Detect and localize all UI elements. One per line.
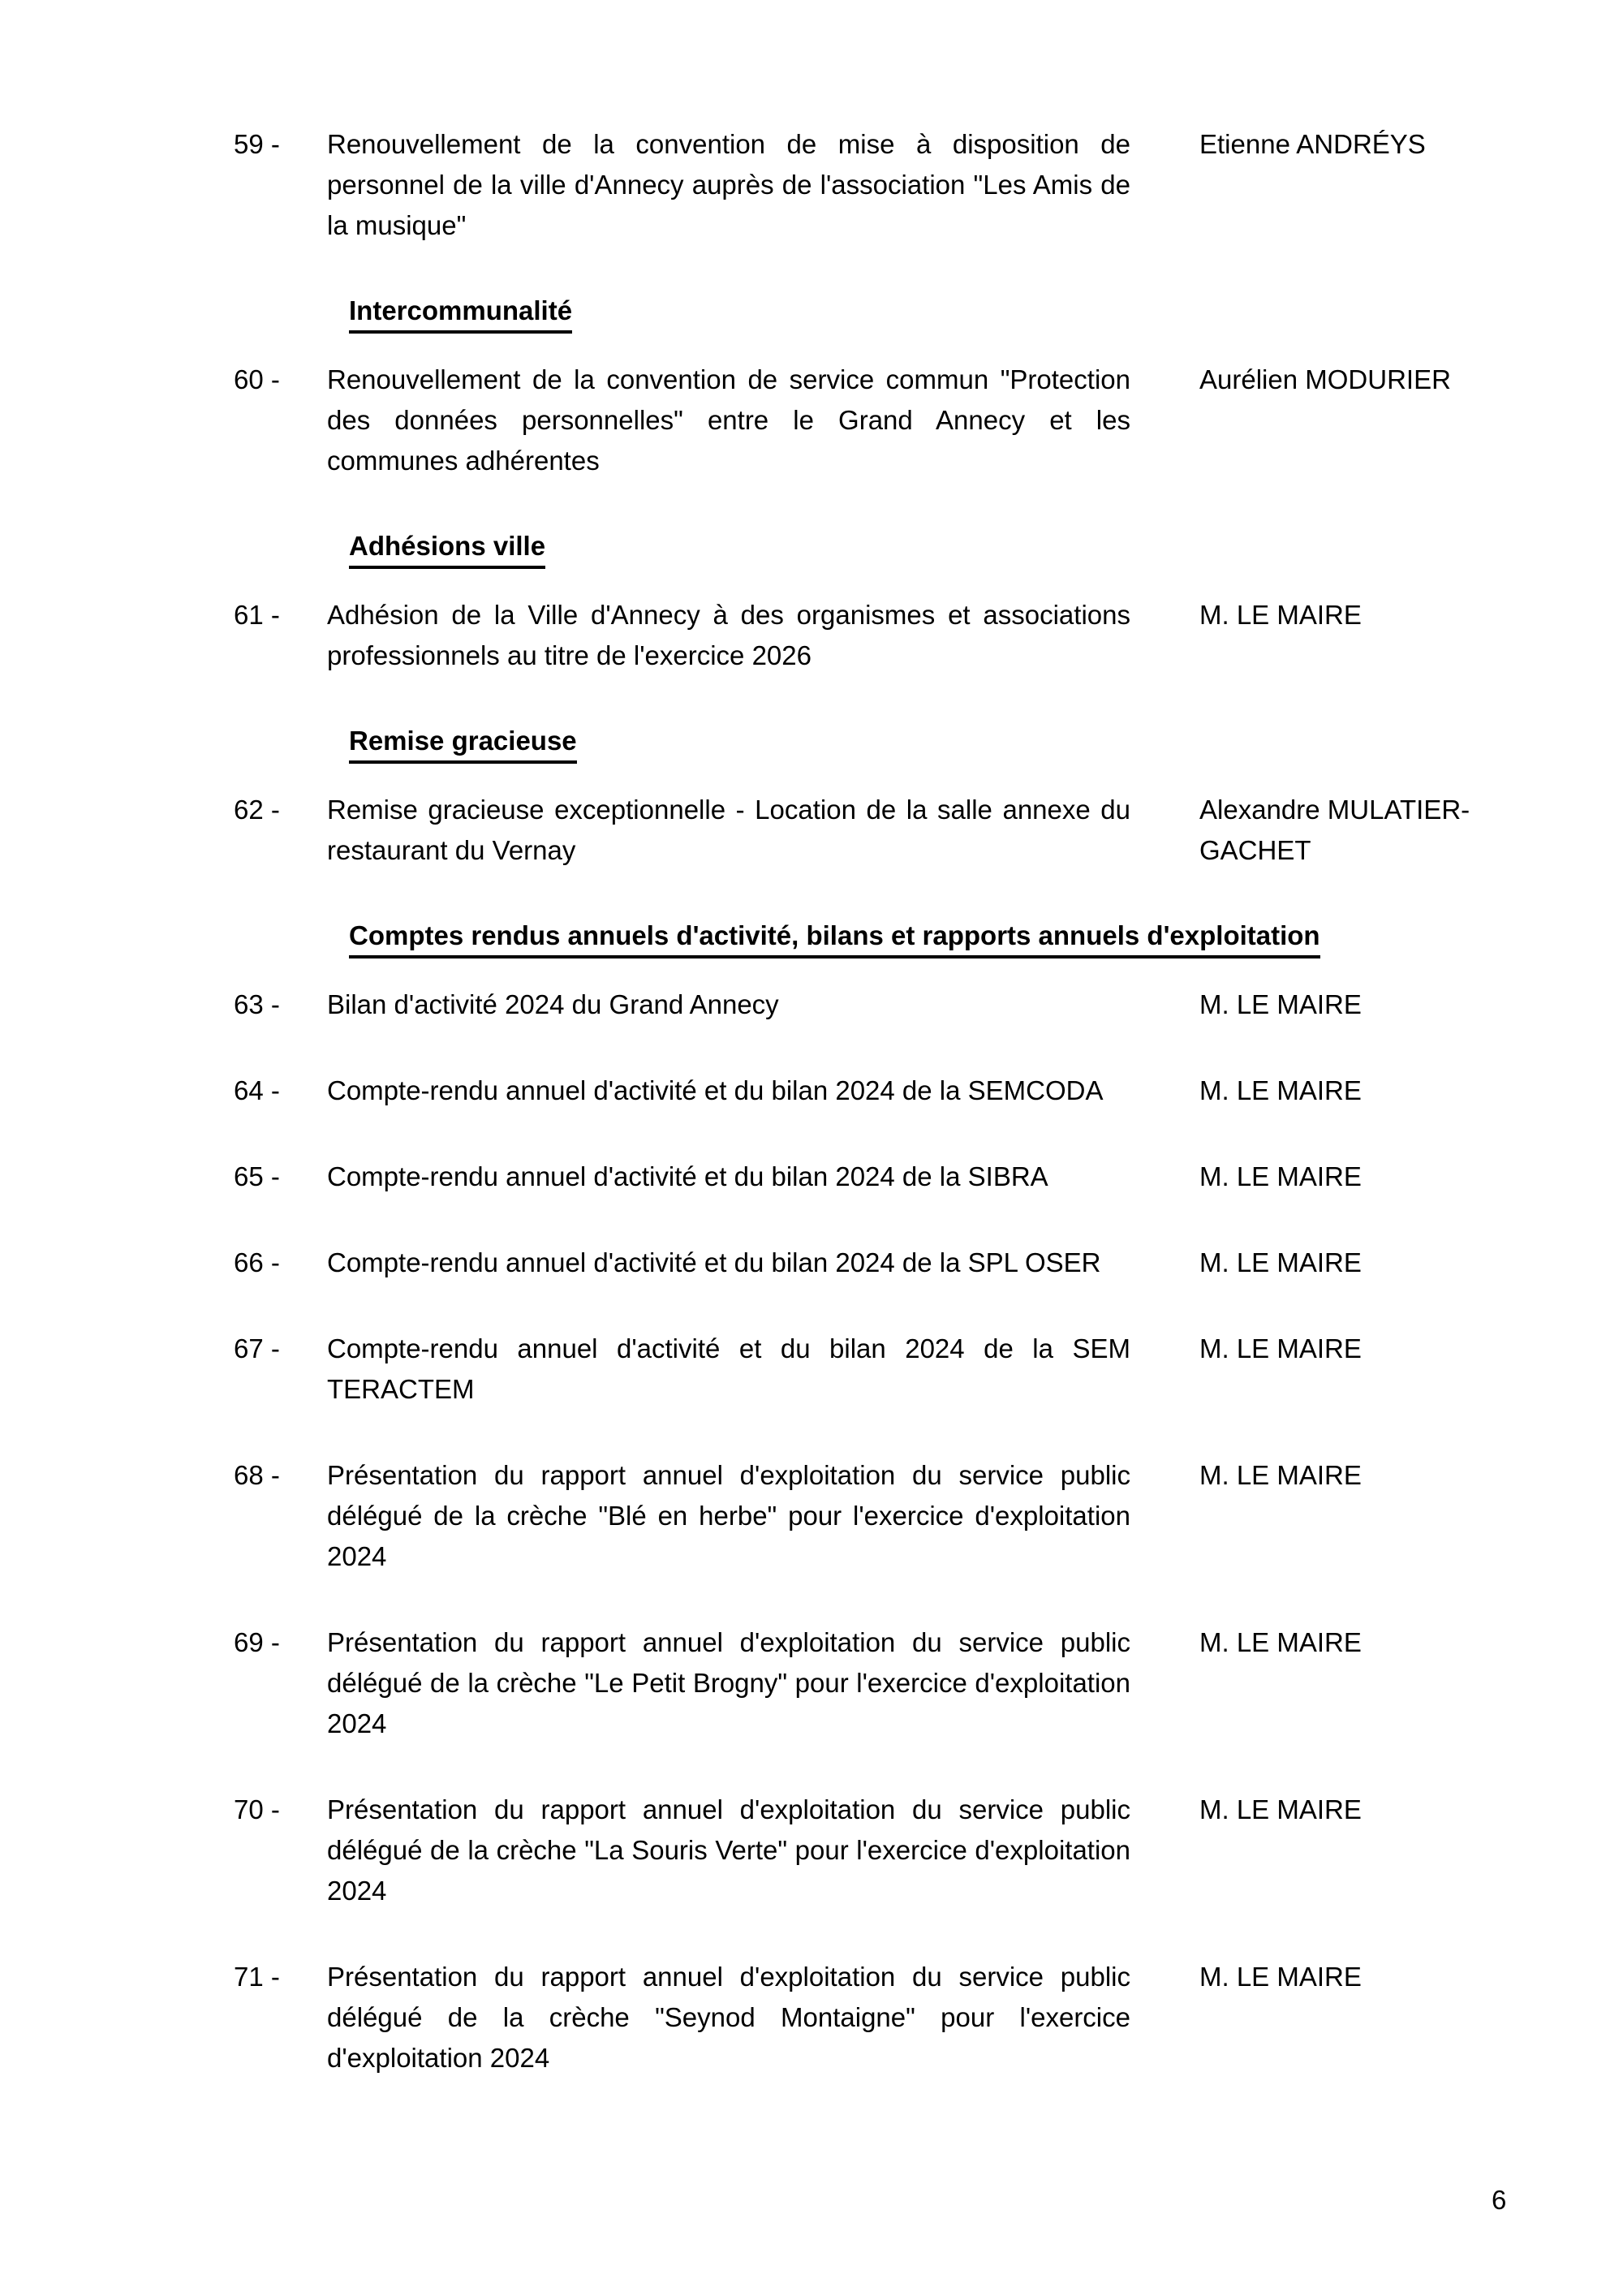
item-rapporteur: M. LE MAIRE <box>1199 600 1362 630</box>
agenda-item-62 <box>0 790 1623 871</box>
item-rapporteur: Aurélien MODURIER <box>1199 364 1451 394</box>
section-heading-label: Remise gracieuse <box>349 723 577 764</box>
section-heading-intercommunalite <box>0 291 1623 334</box>
agenda-item-69 <box>0 1622 1623 1744</box>
agenda-item-68 <box>0 1455 1623 1577</box>
item-rapporteur: M. LE MAIRE <box>1199 1794 1362 1824</box>
item-number: 70 - <box>234 1794 280 1824</box>
agenda-item-61 <box>0 595 1623 676</box>
agenda-item-64 <box>0 1070 1623 1111</box>
item-number: 69 - <box>234 1627 280 1657</box>
agenda-item-63 <box>0 984 1623 1025</box>
page-number: 6 <box>1492 2185 1507 2215</box>
agenda-item-70 <box>0 1790 1623 1911</box>
agenda-item-65 <box>0 1157 1623 1197</box>
section-heading-adhesions-ville <box>0 526 1623 569</box>
item-title: Compte-rendu annuel d'activité et du bilan 2024 de la SEMCODA <box>327 1075 1104 1105</box>
agenda-item-60 <box>0 360 1623 481</box>
item-number: 68 - <box>234 1460 280 1490</box>
item-rapporteur: M. LE MAIRE <box>1199 1247 1362 1277</box>
section-heading-remise-gracieuse <box>0 721 1623 764</box>
item-title: Présentation du rapport annuel d'exploitation du service public délégué de la crèche "Seynod Montaigne" pour l'exercice d'exploitation 2024 <box>327 1962 1130 2073</box>
item-number: 71 - <box>234 1962 280 1992</box>
agenda-item-66 <box>0 1243 1623 1283</box>
section-heading-label: Adhésions ville <box>349 528 545 569</box>
item-title: Remise gracieuse exceptionnelle - Location de la salle annexe du restaurant du Vernay <box>327 795 1130 865</box>
item-title: Bilan d'activité 2024 du Grand Annecy <box>327 989 779 1019</box>
item-rapporteur: M. LE MAIRE <box>1199 989 1362 1019</box>
item-title: Présentation du rapport annuel d'exploitation du service public délégué de la crèche "La Souris Verte" pour l'exercice d'exploitation 2024 <box>327 1794 1130 1906</box>
item-rapporteur: M. LE MAIRE <box>1199 1075 1362 1105</box>
item-number: 65 - <box>234 1161 280 1191</box>
item-number: 66 - <box>234 1247 280 1277</box>
item-number: 67 - <box>234 1333 280 1363</box>
item-rapporteur: M. LE MAIRE <box>1199 1460 1362 1490</box>
item-title: Adhésion de la Ville d'Annecy à des organismes et associations professionnels au titre de l'exercice 2026 <box>327 600 1130 670</box>
section-heading-label: Comptes rendus annuels d'activité, bilans et rapports annuels d'exploitation <box>349 918 1320 958</box>
agenda-item-59 <box>0 124 1623 246</box>
item-title: Compte-rendu annuel d'activité et du bilan 2024 de la SEM TERACTEM <box>327 1333 1130 1404</box>
item-rapporteur: M. LE MAIRE <box>1199 1333 1362 1363</box>
item-title: Renouvellement de la convention de mise à disposition de personnel de la ville d'Annecy auprès de l'association "Les Amis de la musique" <box>327 129 1130 240</box>
item-rapporteur: Alexandre MULATIER-GACHET <box>1199 795 1470 865</box>
item-title: Présentation du rapport annuel d'exploitation du service public délégué de la crèche "Blé en herbe" pour l'exercice d'exploitation 2024 <box>327 1460 1130 1571</box>
item-number: 60 - <box>234 364 280 394</box>
item-title: Présentation du rapport annuel d'exploitation du service public délégué de la crèche "Le Petit Brogny" pour l'exercice d'exploitation 2024 <box>327 1627 1130 1738</box>
section-heading-comptes-rendus <box>0 915 1623 958</box>
item-number: 62 - <box>234 795 280 825</box>
item-number: 64 - <box>234 1075 280 1105</box>
item-title: Compte-rendu annuel d'activité et du bilan 2024 de la SIBRA <box>327 1161 1048 1191</box>
item-number: 63 - <box>234 989 280 1019</box>
item-rapporteur: M. LE MAIRE <box>1199 1627 1362 1657</box>
agenda-item-71 <box>0 1957 1623 2078</box>
section-heading-label: Intercommunalité <box>349 293 572 334</box>
agenda-list <box>0 124 1623 2078</box>
agenda-item-67 <box>0 1329 1623 1410</box>
item-rapporteur: Etienne ANDRÉYS <box>1199 129 1426 159</box>
item-rapporteur: M. LE MAIRE <box>1199 1962 1362 1992</box>
item-title: Renouvellement de la convention de service commun "Protection des données personnelles" entre le Grand Annecy et les communes adhérentes <box>327 364 1130 476</box>
item-title: Compte-rendu annuel d'activité et du bilan 2024 de la SPL OSER <box>327 1247 1101 1277</box>
item-number: 59 - <box>234 129 280 159</box>
item-rapporteur: M. LE MAIRE <box>1199 1161 1362 1191</box>
item-number: 61 - <box>234 600 280 630</box>
